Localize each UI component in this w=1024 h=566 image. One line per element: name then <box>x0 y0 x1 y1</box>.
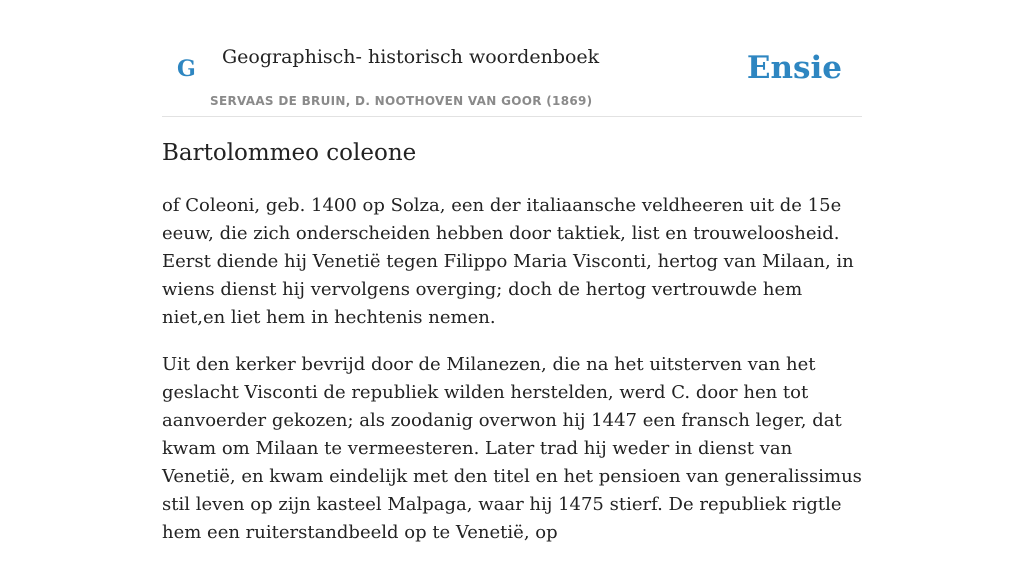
article-title: Bartolommeo coleone <box>162 140 417 166</box>
book-title-link[interactable]: Geographisch- historisch woordenboek <box>222 46 600 68</box>
article-body <box>162 192 862 566</box>
article-paragraph: of Coleoni, geb. 1400 op Solza, een der italiaansche veldheeren uit de 15e eeuw, die zich onderscheiden hebben door taktiek, list en trouweloosheid. Eerst diende hij Venetië tegen Filippo Maria Visconti, hertog van Milaan, in wiens dienst hij vervolgens overging; doch de hertog vertrouwde hem niet,en liet hem in hechtenis nemen. <box>162 195 854 328</box>
ensie-logo-link[interactable]: Ensie <box>746 50 842 86</box>
book-authors: SERVAAS DE BRUIN, D. NOOTHOVEN VAN GOOR (1869) <box>210 94 593 108</box>
article-paragraph: Uit den kerker bevrijd door de Milanezen, die na het uitsterven van het geslacht Visconti de republiek wilden herstelden, werd C. door hen tot aanvoerder gekozen; als zoodanig overwon hij 1447 een fransch leger, dat kwam om Milaan te vermeesteren. Later trad hij weder in dienst van Venetië, en kwam eindelijk met den titel en het pensioen van generalissimus stil leven op zijn kasteel Malpaga, waar hij 1475 stierf. De republiek rigtle hem een ruiterstandbeeld op te Venetië, op <box>162 354 862 543</box>
book-header <box>162 0 862 117</box>
book-letter-badge[interactable]: G <box>177 56 196 82</box>
